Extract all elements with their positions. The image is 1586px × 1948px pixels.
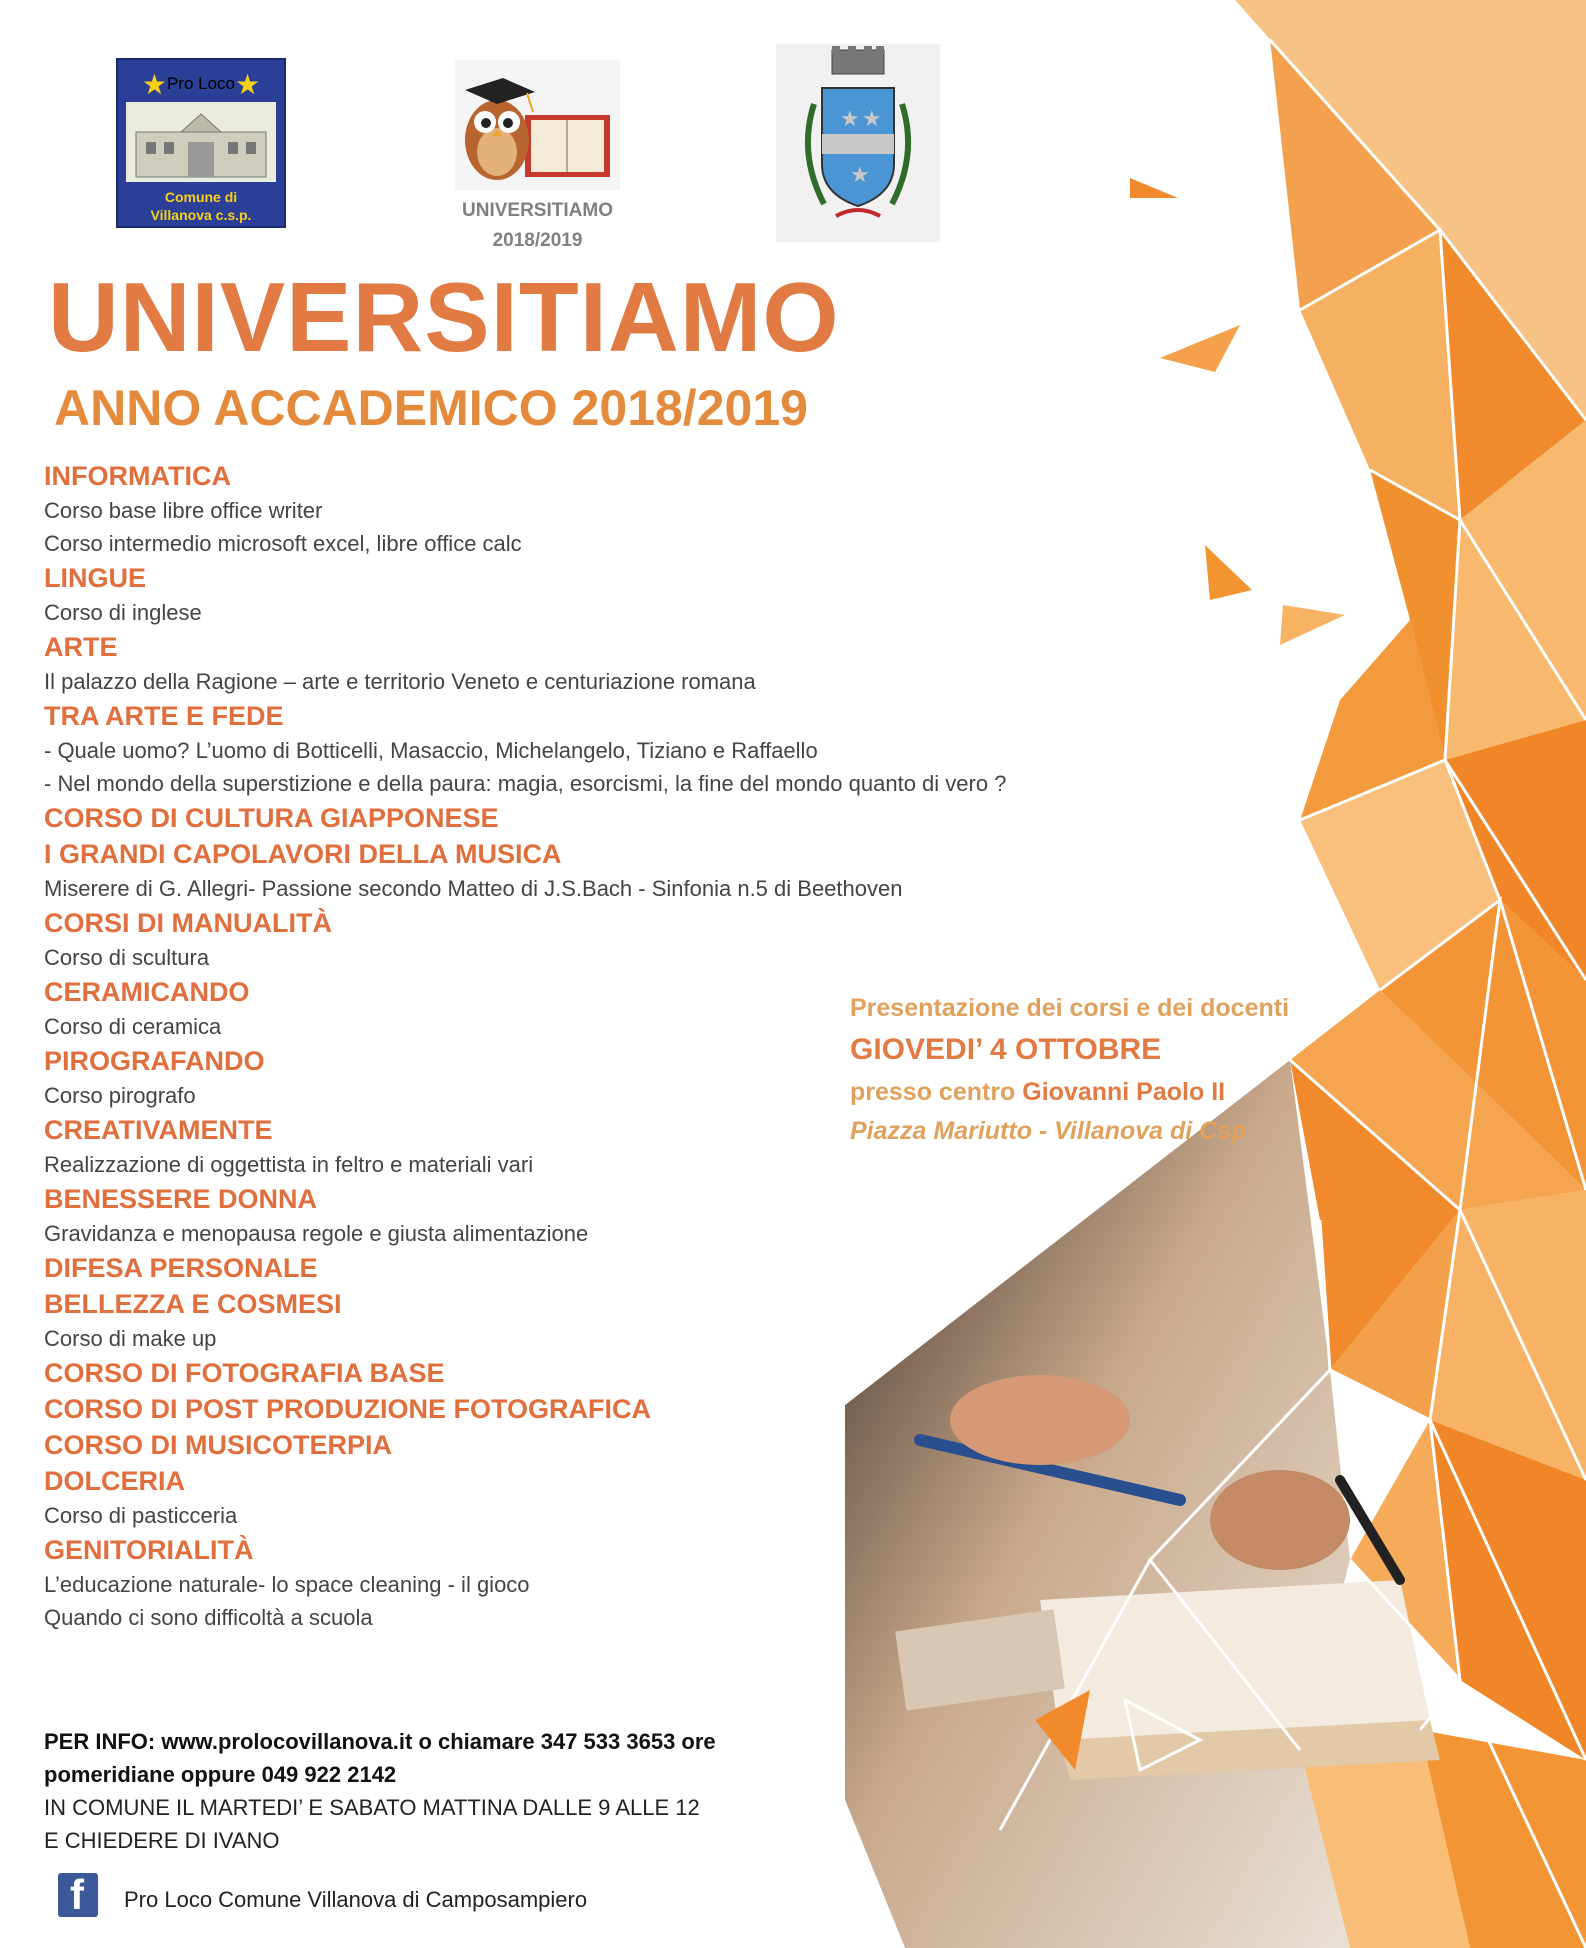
info-line-3: IN COMUNE IL MARTEDI’ E SABATO MATTINA DALLE 9 ALLE 12 — [44, 1795, 700, 1820]
presentation-address: Piazza Mariutto - Villanova di Csp — [850, 1117, 1247, 1145]
course-description: Gravidanza e menopausa regole e giusta alimentazione — [44, 1221, 589, 1246]
course-title: LINGUE — [44, 563, 147, 593]
info-line-2: pomeridiane oppure 049 922 2142 — [44, 1762, 397, 1787]
proloco-logo — [116, 58, 286, 228]
course-description: Realizzazione di oggettista in feltro e materiali vari — [44, 1152, 534, 1177]
owl-graduate-logo — [455, 60, 620, 190]
presentation-place-name: Giovanni Paolo II — [1022, 1078, 1226, 1106]
course-title: ARTE — [44, 632, 118, 662]
info-line-1: PER INFO: www.prolocovillanova.it o chiamare 347 533 3653 ore — [44, 1729, 716, 1754]
course-title: TRA ARTE E FEDE — [44, 701, 284, 731]
course-description: - Nel mondo della superstizione e della paura: magia, esorcismi, la fine del mondo quanto di vero ? — [44, 771, 1007, 796]
course-title: CORSO DI POST PRODUZIONE FOTOGRAFICA — [44, 1394, 652, 1424]
course-title: CREATIVAMENTE — [44, 1115, 273, 1145]
svg-text:★: ★ — [862, 106, 882, 131]
course-title: CORSO DI FOTOGRAFIA BASE — [44, 1358, 445, 1388]
course-title: BENESSERE DONNA — [44, 1184, 318, 1214]
course-title: DOLCERIA — [44, 1466, 185, 1496]
contact-info — [44, 1725, 944, 1857]
course-description: Corso intermedio microsoft excel, libre office calc — [44, 531, 522, 556]
facebook-icon: f — [58, 1873, 98, 1917]
villa-building-image — [126, 102, 276, 182]
proloco-logo-top-text: Pro Loco — [166, 73, 236, 93]
presentation-date: GIOVEDI’ 4 OTTOBRE — [850, 1033, 1162, 1066]
proloco-logo-bottom-text-1: Comune di — [164, 189, 238, 205]
owl-caption-line-2: 2018/2019 — [492, 230, 583, 251]
course-title: GENITORIALITÀ — [44, 1535, 254, 1565]
course-title: BELLEZZA E COSMESI — [44, 1289, 342, 1319]
presentation-place — [850, 1072, 1370, 1112]
course-title: CORSO DI MUSICOTERPIA — [44, 1430, 393, 1460]
owl-caption-line-1: UNIVERSITIAMO — [462, 200, 613, 221]
facebook-page-name: Pro Loco Comune Villanova di Camposampiero — [124, 1887, 588, 1912]
course-title: PIROGRAFANDO — [44, 1046, 265, 1076]
course-description: Corso di ceramica — [44, 1014, 222, 1039]
svg-text:★: ★ — [840, 106, 860, 131]
course-description: Corso base libre office writer — [44, 498, 323, 523]
course-description: Corso di pasticceria — [44, 1503, 238, 1528]
course-title: CERAMICANDO — [44, 977, 250, 1007]
course-title: CORSI DI MANUALITÀ — [44, 908, 332, 938]
svg-text:★: ★ — [850, 162, 870, 187]
presentation-info — [850, 988, 1370, 1150]
course-description: Corso di make up — [44, 1326, 217, 1351]
course-description: Corso di scultura — [44, 945, 210, 970]
star-icon: ★ — [141, 69, 167, 100]
page-subtitle: ANNO ACCADEMICO 2018/2019 — [54, 380, 808, 436]
proloco-logo-bottom-text-2: Villanova c.s.p. — [150, 207, 252, 223]
course-title: I GRANDI CAPOLAVORI DELLA MUSICA — [44, 839, 562, 869]
course-description: Quando ci sono difficoltà a scuola — [44, 1605, 373, 1630]
course-title: INFORMATICA — [44, 461, 231, 491]
municipal-crest-logo — [776, 44, 940, 242]
course-description: Corso pirografo — [44, 1083, 196, 1108]
course-description: L’educazione naturale- lo space cleaning - il gioco — [44, 1572, 530, 1597]
course-description: Miserere di G. Allegri- Passione secondo Matteo di J.S.Bach - Sinfonia n.5 di Beethoven — [44, 876, 903, 901]
course-description: Il palazzo della Ragione – arte e territorio Veneto e centuriazione romana — [44, 669, 756, 694]
presentation-intro: Presentazione dei corsi e dei docenti — [850, 994, 1290, 1022]
star-icon: ★ — [235, 69, 261, 100]
page-title: UNIVERSITIAMO — [48, 262, 840, 372]
course-title: DIFESA PERSONALE — [44, 1253, 318, 1283]
course-description: Corso di inglese — [44, 600, 202, 625]
owl-logo-caption — [420, 196, 655, 256]
course-description: - Quale uomo? L’uomo di Botticelli, Masaccio, Michelangelo, Tiziano e Raffaello — [44, 738, 818, 763]
course-title: CORSO DI CULTURA GIAPPONESE — [44, 803, 499, 833]
presentation-place-prefix: presso centro — [850, 1078, 1023, 1106]
info-line-4: E CHIEDERE DI IVANO — [44, 1828, 280, 1853]
